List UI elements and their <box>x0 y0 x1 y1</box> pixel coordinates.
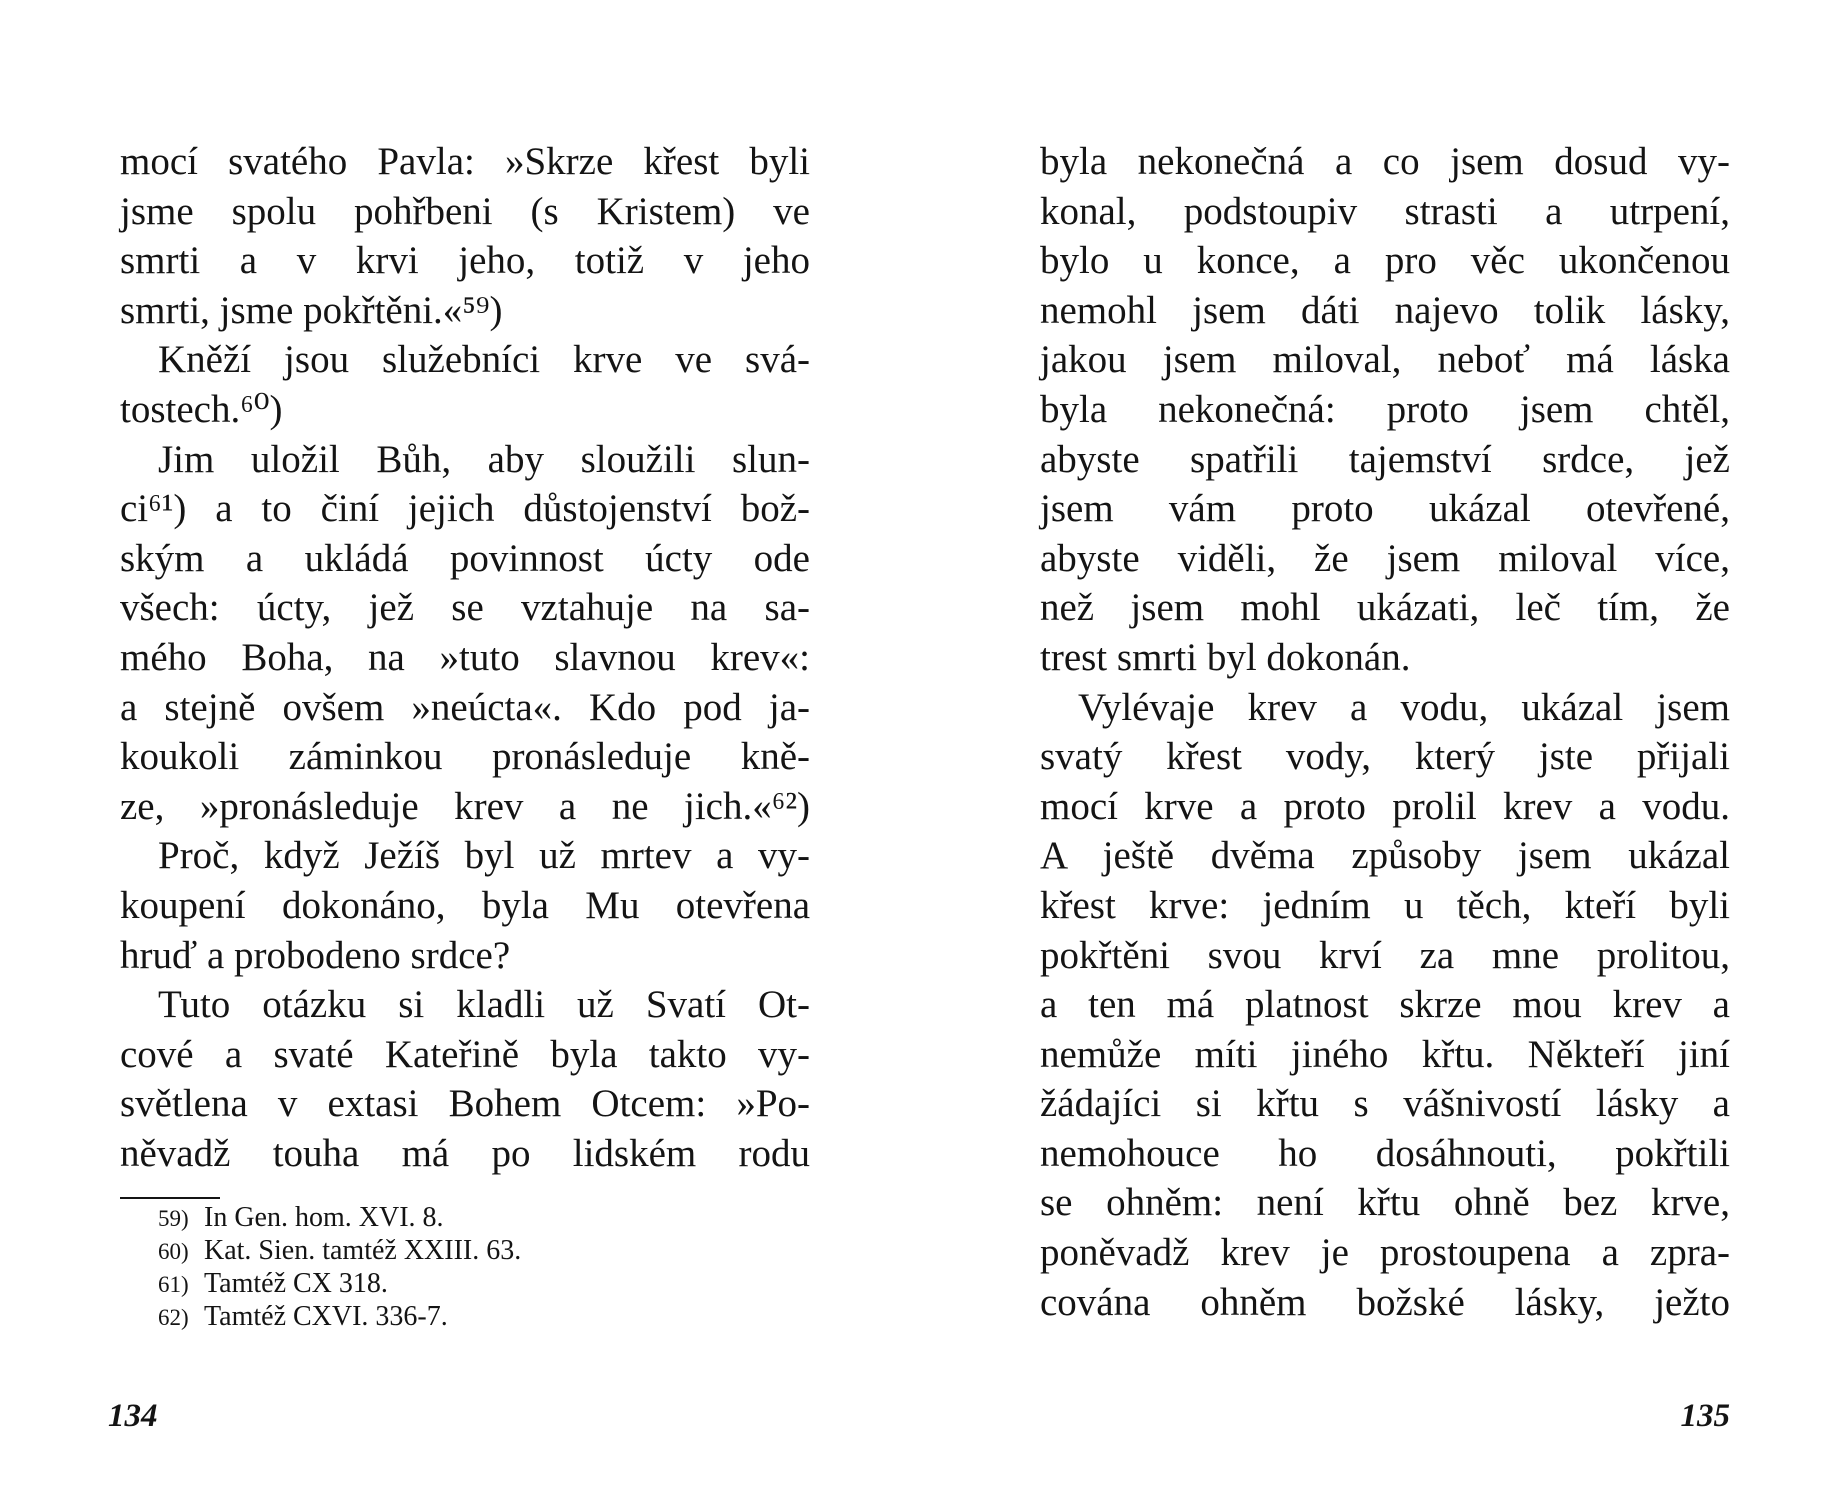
text-line: všech: úcty, jež se vztahuje na sa- <box>120 586 810 630</box>
text-line: cována ohněm božské lásky, ježto <box>1040 1280 1730 1324</box>
text-line: a ten má platnost skrze mou krev a <box>1040 983 1730 1027</box>
text-line: jsem vám proto ukázal otevřené, <box>1040 487 1730 531</box>
text-line: a stejně ovšem »neúcta«. Kdo pod ja- <box>120 685 810 729</box>
footnote-number: 61) <box>158 1272 189 1297</box>
text-line: Vylévaje krev a vodu, ukázal jsem <box>1078 685 1730 729</box>
text-line: Tuto otázku si kladli už Svatí Ot- <box>158 983 810 1027</box>
text-line: smrti a v krvi jeho, totiž v jeho <box>120 239 810 283</box>
text-line: mocí krve a proto prolil krev a vodu. <box>1040 784 1730 828</box>
left-body-text <box>120 137 810 1178</box>
text-line: bylo u konce, a pro věc ukončenou <box>1040 239 1730 283</box>
right-body-text <box>1040 137 1730 1327</box>
text-line: trest smrti byl dokonán. <box>1040 635 1411 679</box>
text-line: tostech.⁶⁰) <box>120 387 283 431</box>
text-line: poněvadž krev je prostoupena a zpra- <box>1040 1231 1730 1275</box>
text-line: koukoli záminkou pronásleduje kně- <box>120 735 810 779</box>
text-line: ským a ukládá povinnost úcty ode <box>120 536 810 580</box>
page-number-left: 134 <box>108 1398 158 1434</box>
text-line: abyste viděli, že jsem miloval více, <box>1040 536 1730 580</box>
text-line: smrti, jsme pokřtěni.«⁵⁹) <box>120 288 503 332</box>
text-line: abyste spatřili tajemství srdce, jež <box>1040 437 1730 481</box>
text-line: cové a svaté Kateřině byla takto vy- <box>120 1032 810 1076</box>
footnote-number: 62) <box>158 1305 189 1330</box>
text-line: Kněží jsou služebníci krve ve svá- <box>158 338 810 382</box>
text-line: žádajíci si křtu s vášnivostí lásky a <box>1040 1082 1730 1126</box>
text-line: jsme spolu pohřbeni (s Kristem) ve <box>120 189 810 233</box>
footnote-text: Tamtéž CX 318. <box>204 1268 388 1299</box>
text-line: byla nekonečná: proto jsem chtěl, <box>1040 387 1730 431</box>
text-line: Jim uložil Bůh, aby sloužili slun- <box>158 437 810 481</box>
text-line: byla nekonečná a co jsem dosud vy- <box>1040 140 1730 183</box>
text-line: světlena v extasi Bohem Otcem: »Po- <box>120 1082 810 1126</box>
text-line: nemohl jsem dáti najevo tolik lásky, <box>1040 288 1730 332</box>
text-line: křest krve: jedním u těch, kteří byli <box>1040 883 1730 927</box>
text-line: než jsem mohl ukázati, leč tím, že <box>1040 586 1730 630</box>
text-line: A ještě dvěma způsoby jsem ukázal <box>1040 834 1730 878</box>
text-line: svatý křest vody, který jste přijali <box>1040 735 1730 779</box>
text-line: mého Boha, na »tuto slavnou krev«: <box>120 635 810 679</box>
text-line: koupení dokonáno, byla Mu otevřena <box>120 883 810 927</box>
text-line: pokřtěni svou krví za mne prolitou, <box>1040 933 1730 977</box>
footnotes <box>158 1202 521 1334</box>
text-line: něvadž touha má po lidském rodu <box>120 1131 810 1175</box>
footnote <box>158 1202 521 1235</box>
footnote <box>158 1301 521 1334</box>
text-line: nemohouce ho dosáhnouti, pokřtili <box>1040 1131 1730 1175</box>
page-number-right: 135 <box>1680 1398 1730 1434</box>
footnote-text: Kat. Sien. tamtéž XXIII. 63. <box>204 1235 522 1266</box>
text-line: mocí svatého Pavla: »Skrze křest byli <box>120 140 810 183</box>
text-line: jakou jsem miloval, neboť má láska <box>1040 338 1730 382</box>
text-line: ci⁶¹) a to činí jejich důstojenství bož- <box>120 487 810 531</box>
text-line: konal, podstoupiv strasti a utrpení, <box>1040 189 1730 233</box>
footnote-divider <box>120 1197 220 1199</box>
text-line: hruď a probodeno srdce? <box>120 933 511 977</box>
footnote <box>158 1268 521 1301</box>
footnote <box>158 1235 521 1268</box>
text-line: Proč, když Ježíš byl už mrtev a vy- <box>158 834 810 878</box>
footnote-text: In Gen. hom. XVI. 8. <box>204 1202 444 1233</box>
footnote-text: Tamtéž CXVI. 336-7. <box>204 1301 448 1332</box>
text-line: nemůže míti jiného křtu. Někteří jiní <box>1040 1032 1730 1076</box>
text-line: ze, »pronásleduje krev a ne jich.«⁶²) <box>120 784 810 828</box>
footnote-number: 60) <box>158 1239 189 1264</box>
footnote-number: 59) <box>158 1206 189 1231</box>
text-line: se ohněm: není křtu ohně bez krve, <box>1040 1181 1730 1225</box>
